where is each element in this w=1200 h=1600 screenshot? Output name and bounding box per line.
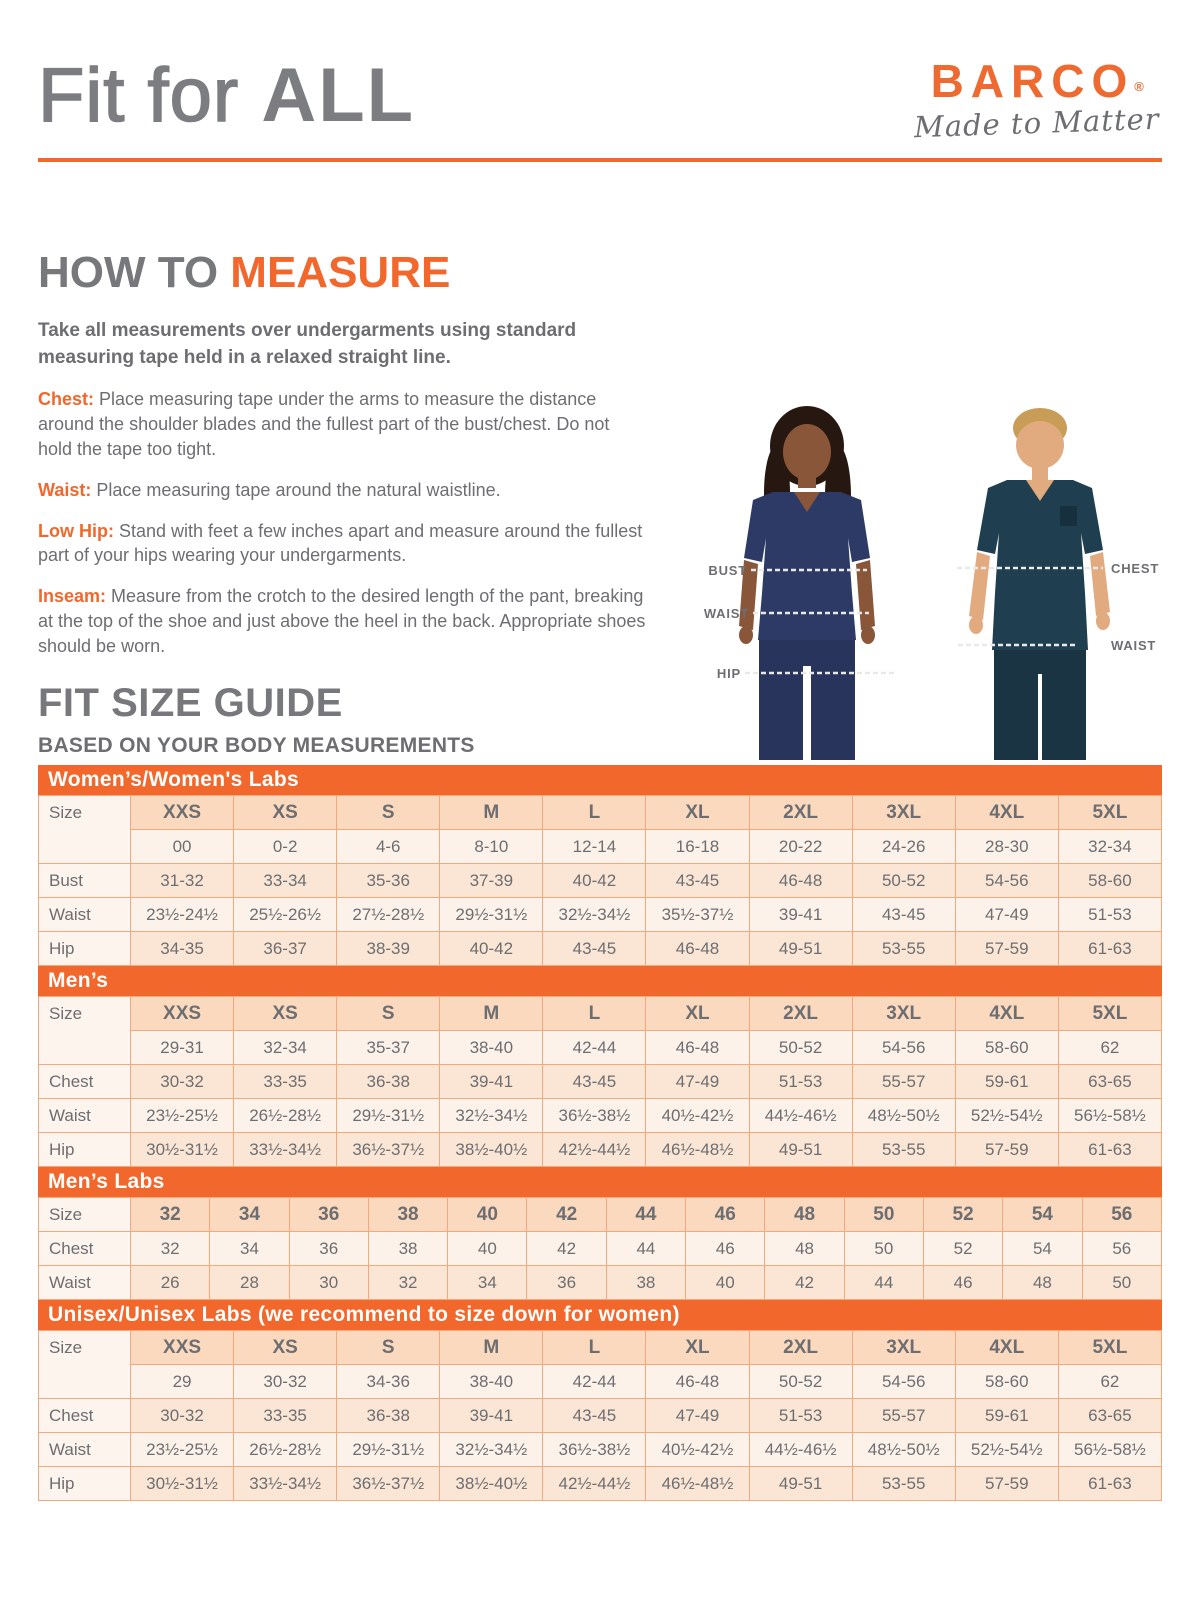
measurement-value-cell: 49-51 [749,1133,852,1167]
measurement-value-cell: 23½-25½ [131,1433,234,1467]
measurement-value-cell: 46 [923,1266,1002,1300]
measurement-value-cell: 36-38 [337,1065,440,1099]
measurement-value-cell: 44 [606,1232,685,1266]
measurement-value-cell: 27½-28½ [337,898,440,932]
size-column-header: S [337,796,440,830]
size-column-header: XL [646,1331,749,1365]
measurement-value-cell: 57-59 [955,1467,1058,1501]
measurement-value-cell: 56½-58½ [1058,1099,1161,1133]
numeric-size-cell: 54-56 [852,1365,955,1399]
measurement-value-cell: 37-39 [440,864,543,898]
measurement-value-cell: 32½-34½ [440,1099,543,1133]
measurement-value-cell: 30½-31½ [131,1467,234,1501]
size-column-header: 40 [448,1198,527,1232]
numeric-size-cell: 20-22 [749,830,852,864]
measurement-row [39,1099,1162,1133]
waist-left-label: WAIST [703,606,749,621]
size-column-header: XS [234,997,337,1031]
measurement-value-cell: 50-52 [852,864,955,898]
measurement-value-cell: 47-49 [955,898,1058,932]
size-header-row [39,1331,1162,1365]
numeric-size-cell: 29-31 [131,1031,234,1065]
measurement-label-cell: Waist [39,1266,131,1300]
numeric-size-cell: 29 [131,1365,234,1399]
bust-label: BUST [708,563,747,578]
size-table-section [38,966,1162,1167]
measurement-value-cell: 61-63 [1058,1133,1161,1167]
size-column-header: 46 [686,1198,765,1232]
size-column-header: 2XL [749,1331,852,1365]
measurement-value-cell: 42½-44½ [543,1133,646,1167]
measure-item-low-hip: Low Hip: Stand with feet a few inches apart and measure around the fullest part of your hips wearing your undergarments. [38,520,643,566]
measurement-label-cell: Bust [39,864,131,898]
fit-size-guide-heading: FIT SIZE GUIDE [38,681,343,725]
measurement-value-cell: 34-35 [131,932,234,966]
measurement-value-cell: 44½-46½ [749,1433,852,1467]
measurement-value-cell: 52½-54½ [955,1099,1058,1133]
numeric-size-cell: 32-34 [234,1031,337,1065]
measurement-value-cell: 47-49 [646,1065,749,1099]
measurement-value-cell: 39-41 [749,898,852,932]
size-column-header: XS [234,796,337,830]
measurement-value-cell: 38 [606,1266,685,1300]
size-column-header: M [440,1331,543,1365]
measurement-value-cell: 36½-37½ [337,1467,440,1501]
measurement-label-cell: Hip [39,1467,131,1501]
measurement-label-cell: Chest [39,1232,131,1266]
measurement-value-cell: 63-65 [1058,1065,1161,1099]
page-title [38,52,415,139]
measurement-value-cell: 35½-37½ [646,898,749,932]
measurement-value-cell: 33½-34½ [234,1133,337,1167]
measurement-value-cell: 51-53 [1058,898,1161,932]
measurement-value-cell: 38 [368,1232,447,1266]
logo-tagline: Made to Matter [913,101,1161,145]
size-column-header: 54 [1003,1198,1082,1232]
measurement-row [39,898,1162,932]
measurement-value-cell: 51-53 [749,1065,852,1099]
fit-models-photo [655,388,1180,760]
numeric-size-cell: 38-40 [440,1365,543,1399]
measurement-value-cell: 36½-38½ [543,1099,646,1133]
measurement-row [39,1467,1162,1501]
size-column-header: XXS [131,1331,234,1365]
measurement-value-cell: 49-51 [749,932,852,966]
size-column-header: XXS [131,796,234,830]
measurement-value-cell: 33½-34½ [234,1467,337,1501]
measurement-value-cell: 30-32 [131,1065,234,1099]
size-column-header: XXS [131,997,234,1031]
measurement-value-cell: 40 [686,1266,765,1300]
measurement-value-cell: 34 [210,1232,289,1266]
measurement-value-cell: 40-42 [440,932,543,966]
measurement-value-cell: 26 [131,1266,210,1300]
size-table [38,1197,1162,1300]
measurement-value-cell: 23½-25½ [131,1099,234,1133]
size-table-section [38,1300,1162,1501]
size-column-header: 32 [131,1198,210,1232]
table-banner: Men’s Labs [38,1167,1162,1197]
measurement-value-cell: 32½-34½ [543,898,646,932]
measure-item-chest: Chest: Place measuring tape under the arms to measure the distance around the shoulder blades and the fullest part of the bust/chest. Do not hold the tape too tight. [38,389,610,459]
measurement-value-cell: 46-48 [749,864,852,898]
size-column-header: 4XL [955,997,1058,1031]
measurement-value-cell: 32 [368,1266,447,1300]
measurement-value-cell: 43-45 [543,1399,646,1433]
registered-trademark-icon: ® [1134,79,1144,94]
size-column-header: 3XL [852,1331,955,1365]
numeric-size-row [39,1365,1162,1399]
measurement-value-cell: 38½-40½ [440,1133,543,1167]
measurement-value-cell: 34 [448,1266,527,1300]
measurement-value-cell: 56½-58½ [1058,1433,1161,1467]
measurement-value-cell: 44½-46½ [749,1099,852,1133]
barco-wordmark: BARCO® [930,55,1144,107]
size-column-header: 56 [1082,1198,1161,1232]
measurement-value-cell: 48 [1003,1266,1082,1300]
size-column-header: 5XL [1058,997,1161,1031]
size-column-header: 36 [289,1198,368,1232]
table-banner: Unisex/Unisex Labs (we recommend to size down for women) [38,1300,1162,1330]
numeric-size-cell: 50-52 [749,1365,852,1399]
measurement-value-cell: 30-32 [131,1399,234,1433]
models-illustration [655,388,1180,760]
size-column-header: S [337,997,440,1031]
measurement-value-cell: 33-35 [234,1065,337,1099]
measure-item-waist: Waist: Place measuring tape around the natural waistline. [38,479,501,500]
measurement-value-cell: 48½-50½ [852,1433,955,1467]
measurement-row [39,864,1162,898]
measurement-value-cell: 33-35 [234,1399,337,1433]
size-column-header: 48 [765,1198,844,1232]
how-to-measure-section [38,248,648,659]
size-table-section [38,1167,1162,1300]
measurement-value-cell: 56 [1082,1232,1161,1266]
measurement-value-cell: 53-55 [852,1467,955,1501]
numeric-size-cell: 28-30 [955,830,1058,864]
numeric-size-cell: 16-18 [646,830,749,864]
measurement-value-cell: 36½-37½ [337,1133,440,1167]
size-column-header: L [543,796,646,830]
measurement-value-cell: 32½-34½ [440,1433,543,1467]
numeric-size-cell: 8-10 [440,830,543,864]
size-column-header: 50 [844,1198,923,1232]
measurement-value-cell: 51-53 [749,1399,852,1433]
measurement-value-cell: 46 [686,1232,765,1266]
numeric-size-cell: 50-52 [749,1031,852,1065]
table-banner: Men’s [38,966,1162,996]
measurement-row [39,1232,1162,1266]
measurement-value-cell: 38½-40½ [440,1467,543,1501]
size-column-header: L [543,1331,646,1365]
numeric-size-cell: 30-32 [234,1365,337,1399]
measurement-value-cell: 36 [527,1266,606,1300]
measurement-value-cell: 30 [289,1266,368,1300]
fit-size-guide-subheading: BASED ON YOUR BODY MEASUREMENTS [38,734,475,757]
measure-item-inseam: Inseam: Measure from the crotch to the desired length of the pant, breaking at the top of the shoe and just above the heel in the back. Appropriate shoes should be worn. [38,586,646,656]
numeric-size-cell: 35-37 [337,1031,440,1065]
hip-label: HIP [716,666,741,681]
measurement-label-cell: Waist [39,1099,131,1133]
how-to-measure-heading: HOW TO MEASURE [38,248,451,297]
measurement-value-cell: 61-63 [1058,1467,1161,1501]
numeric-size-cell: 34-36 [337,1365,440,1399]
measurement-value-cell: 46½-48½ [646,1467,749,1501]
numeric-size-cell: 58-60 [955,1031,1058,1065]
measurement-row [39,932,1162,966]
measurement-value-cell: 40½-42½ [646,1099,749,1133]
measurement-value-cell: 39-41 [440,1399,543,1433]
size-column-header: 4XL [955,1331,1058,1365]
size-table [38,996,1162,1167]
measurement-value-cell: 48½-50½ [852,1099,955,1133]
measurement-value-cell: 61-63 [1058,932,1161,966]
numeric-size-cell: 62 [1058,1031,1161,1065]
measurement-value-cell: 54-56 [955,864,1058,898]
size-column-header: 4XL [955,796,1058,830]
measurement-value-cell: 30½-31½ [131,1133,234,1167]
size-column-header: 44 [606,1198,685,1232]
measurement-value-cell: 23½-24½ [131,898,234,932]
measurement-value-cell: 44 [844,1266,923,1300]
table-banner: Women’s/Women's Labs [38,765,1162,795]
measurement-value-cell: 42 [765,1266,844,1300]
man-model-silhouette [969,408,1110,760]
measurement-label-cell: Waist [39,1433,131,1467]
woman-model-silhouette [739,406,875,760]
numeric-size-cell: 62 [1058,1365,1161,1399]
size-label-cell: Size [39,796,131,864]
measurement-value-cell: 29½-31½ [440,898,543,932]
measurement-value-cell: 33-34 [234,864,337,898]
measurement-value-cell: 63-65 [1058,1399,1161,1433]
measurement-value-cell: 40 [448,1232,527,1266]
measurement-value-cell: 29½-31½ [337,1099,440,1133]
numeric-size-cell: 12-14 [543,830,646,864]
numeric-size-cell: 24-26 [852,830,955,864]
measurement-value-cell: 47-49 [646,1399,749,1433]
size-table [38,1330,1162,1501]
size-column-header: 3XL [852,997,955,1031]
measurement-row [39,1399,1162,1433]
measurement-label-cell: Chest [39,1065,131,1099]
page-title-bold: ALL [261,53,416,138]
measurement-value-cell: 57-59 [955,932,1058,966]
size-column-header: 38 [368,1198,447,1232]
size-column-header: L [543,997,646,1031]
numeric-size-cell: 42-44 [543,1365,646,1399]
measure-intro: Take all measurements over undergarments using standard measuring tape held in a relaxed straight line. [38,320,577,368]
measurement-value-cell: 43-45 [852,898,955,932]
measurement-value-cell: 59-61 [955,1065,1058,1099]
waist-right-label: WAIST [1111,638,1157,653]
measurement-value-cell: 53-55 [852,1133,955,1167]
measurement-value-cell: 53-55 [852,932,955,966]
size-column-header: 34 [210,1198,289,1232]
measurement-value-cell: 36½-38½ [543,1433,646,1467]
numeric-size-cell: 00 [131,830,234,864]
measurement-value-cell: 42½-44½ [543,1467,646,1501]
size-column-header: 3XL [852,796,955,830]
size-header-row [39,997,1162,1031]
measurement-value-cell: 55-57 [852,1399,955,1433]
measurement-value-cell: 43-45 [646,864,749,898]
measurement-value-cell: 58-60 [1058,864,1161,898]
size-tables [38,765,1162,1501]
orange-divider [38,158,1162,162]
size-column-header: 42 [527,1198,606,1232]
measurement-value-cell: 43-45 [543,1065,646,1099]
measurement-value-cell: 36-38 [337,1399,440,1433]
measurement-value-cell: 57-59 [955,1133,1058,1167]
size-column-header: S [337,1331,440,1365]
measurement-value-cell: 26½-28½ [234,1099,337,1133]
measurement-value-cell: 52½-54½ [955,1433,1058,1467]
measurement-value-cell: 52 [923,1232,1002,1266]
measurement-value-cell: 40½-42½ [646,1433,749,1467]
chest-label: CHEST [1111,561,1160,576]
measurement-value-cell: 55-57 [852,1065,955,1099]
measurement-value-cell: 50 [844,1232,923,1266]
size-table [38,795,1162,966]
size-column-header: XS [234,1331,337,1365]
measurement-row [39,1433,1162,1467]
numeric-size-row [39,1031,1162,1065]
measurement-value-cell: 28 [210,1266,289,1300]
measurement-value-cell: 43-45 [543,932,646,966]
size-column-header: M [440,997,543,1031]
measurement-value-cell: 36-37 [234,932,337,966]
measurement-label-cell: Chest [39,1399,131,1433]
size-column-header: 5XL [1058,796,1161,830]
size-column-header: 52 [923,1198,1002,1232]
numeric-size-cell: 54-56 [852,1031,955,1065]
measurement-label-cell: Waist [39,898,131,932]
size-header-row [39,796,1162,830]
fit-size-guide-section [38,681,475,758]
measurement-value-cell: 25½-26½ [234,898,337,932]
measurement-value-cell: 40-42 [543,864,646,898]
measurement-value-cell: 29½-31½ [337,1433,440,1467]
size-label-cell: Size [39,1198,131,1232]
numeric-size-cell: 0-2 [234,830,337,864]
measurement-value-cell: 46-48 [646,932,749,966]
size-column-header: M [440,796,543,830]
size-column-header: 5XL [1058,1331,1161,1365]
numeric-size-row [39,830,1162,864]
size-column-header: 2XL [749,997,852,1031]
measurement-value-cell: 36 [289,1232,368,1266]
measurement-value-cell: 35-36 [337,864,440,898]
size-table-section [38,765,1162,966]
numeric-size-cell: 32-34 [1058,830,1161,864]
numeric-size-cell: 46-48 [646,1031,749,1065]
measurement-label-cell: Hip [39,1133,131,1167]
measurement-value-cell: 38-39 [337,932,440,966]
measurement-row [39,1266,1162,1300]
measurement-value-cell: 59-61 [955,1399,1058,1433]
size-label-cell: Size [39,997,131,1065]
size-column-header: XL [646,997,749,1031]
measurement-value-cell: 50 [1082,1266,1161,1300]
measurement-label-cell: Hip [39,932,131,966]
measurement-value-cell: 31-32 [131,864,234,898]
numeric-size-cell: 42-44 [543,1031,646,1065]
page-title-regular: Fit for [38,53,262,138]
numeric-size-cell: 46-48 [646,1365,749,1399]
barco-logo [913,55,1161,145]
size-label-cell: Size [39,1331,131,1399]
size-column-header: XL [646,796,749,830]
measurement-value-cell: 42 [527,1232,606,1266]
measurement-value-cell: 39-41 [440,1065,543,1099]
measurement-row [39,1065,1162,1099]
numeric-size-cell: 4-6 [337,830,440,864]
measurement-value-cell: 48 [765,1232,844,1266]
measurement-value-cell: 54 [1003,1232,1082,1266]
measurement-row [39,1133,1162,1167]
numeric-size-cell: 58-60 [955,1365,1058,1399]
measurement-value-cell: 46½-48½ [646,1133,749,1167]
measurement-value-cell: 26½-28½ [234,1433,337,1467]
size-column-header: 2XL [749,796,852,830]
measurement-value-cell: 49-51 [749,1467,852,1501]
size-header-row [39,1198,1162,1232]
measurement-value-cell: 32 [131,1232,210,1266]
numeric-size-cell: 38-40 [440,1031,543,1065]
